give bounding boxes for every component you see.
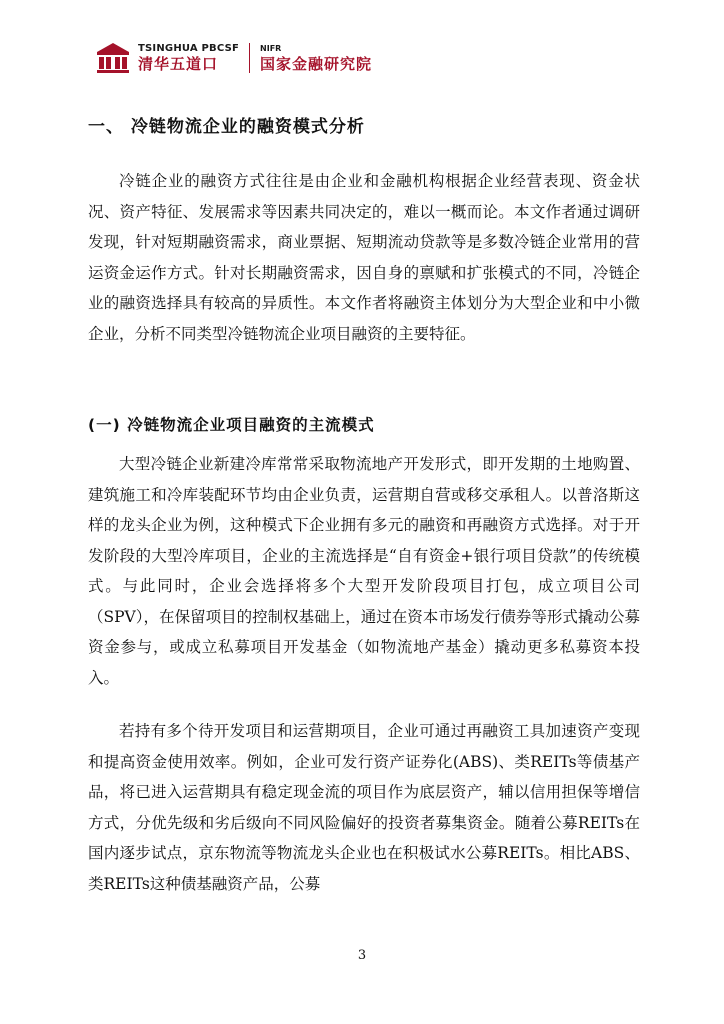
- paragraph-2: 大型冷链企业新建冷库常常采取物流地产开发形式，即开发期的土地购置、建筑施工和冷库装配环节均由企业负责，运营期自营或移交承租人。以普洛斯这样的龙头企业为例，这种模式下企业拥有多元的融资和再融资方式选择。对于开发阶段的大型冷库项目，企业的主流选择是“自有资金+银行项目贷款”的传统模式。与此同时，企业会选择将多个大型开发阶段项目打包，成立项目公司（SPV），在保留项目的控制权基础上，通过在资本市场发行债券等形式撬动公募资金参与，或成立私募项目开发基金（如物流地产基金）撬动更多私募资本投入。: [88, 455, 640, 687]
- logo-divider: [249, 43, 250, 73]
- section-heading: 一、 冷链物流企业的融资模式分析: [88, 117, 365, 137]
- page-number: 3: [357, 948, 367, 963]
- page-header: [96, 38, 372, 78]
- logo-english-text: TSINGHUA PBCSF: [138, 43, 240, 54]
- nifr-text: NIFR: [260, 43, 282, 53]
- paragraph-3: 若持有多个待开发项目和运营期项目，企业可通过再融资工具加速资产变现和提高资金使用效率。例如，企业可发行资产证券化(ABS)、类REITs等债基产品，将已进入运营期具有稳定现金流的项目作为底层资产，辅以信用担保等增信方式，分优先级和劣后级向不同风险偏好的投资者募集资金。随着公募REITs在国内逐步试点，京东物流等物流龙头企业也在积极试水公募REITs。相比ABS、类REITs这种债基融资产品，公募: [88, 722, 640, 893]
- subsection-heading: (一) 冷链物流企业项目融资的主流模式: [88, 416, 375, 434]
- paragraph-1: 冷链企业的融资方式往往是由企业和金融机构根据企业经营表现、资金状况、资产特征、发展需求等因素共同决定的，难以一概而论。本文作者通过调研发现，针对短期融资需求，商业票据、短期流动贷款等是多数冷链企业常用的营运资金运作方式。针对长期融资需求，因自身的禀赋和扩张模式的不同，冷链企业的融资选择具有较高的异质性。本文作者将融资主体划分为大型企业和中小微企业，分析不同类型冷链物流企业项目融资的主要特征。: [88, 172, 640, 343]
- logo-chinese-text: 清华五道口: [138, 55, 219, 73]
- tsinghua-logo-icon: [96, 42, 130, 74]
- institute-name: 国家金融研究院: [260, 54, 373, 73]
